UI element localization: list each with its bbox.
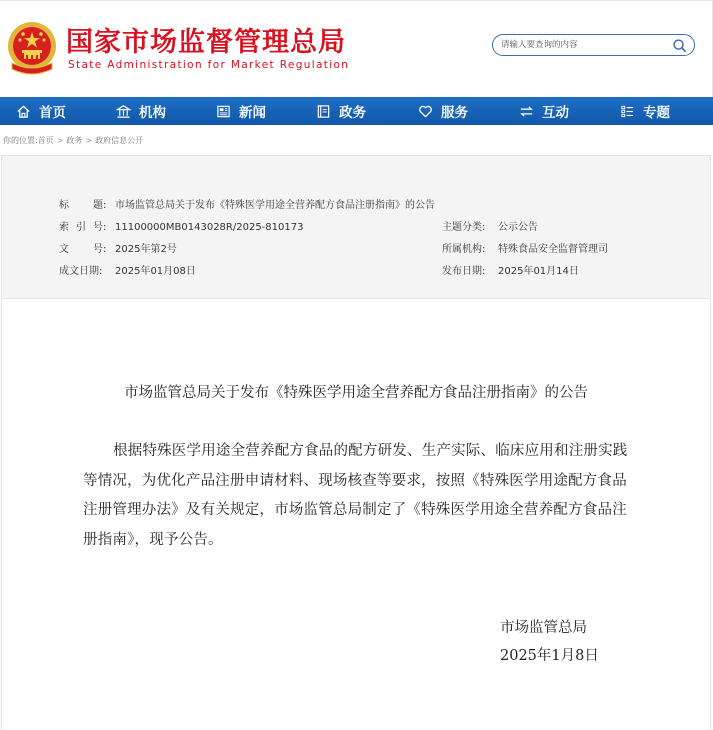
- national-emblem-icon[interactable]: [6, 21, 58, 79]
- site-subtitle: State Administration for Market Regulation: [68, 59, 350, 71]
- meta-value-created: 2025年01月08日: [115, 266, 196, 277]
- breadcrumb-link-info-disclosure[interactable]: 政府信息公开: [95, 136, 144, 145]
- meta-value-published: 2025年01月14日: [498, 266, 579, 277]
- nav-item-label: 互动: [542, 105, 569, 121]
- signature-date: 2025年1月8日: [500, 648, 599, 664]
- nav-item-news[interactable]: [216, 97, 266, 125]
- heart-icon: [418, 104, 433, 119]
- meta-label-category: 主题分类:: [442, 222, 486, 233]
- home-icon: [16, 104, 31, 119]
- institution-icon: [116, 104, 131, 119]
- meta-label-org: 所属机构:: [442, 244, 486, 255]
- book-icon: [316, 104, 331, 119]
- breadcrumb-separator: >: [85, 136, 93, 145]
- meta-value-index: 11100000MB0143028R/2025-810173: [115, 222, 304, 233]
- meta-label-created: 成文日期:: [59, 266, 103, 277]
- nav-item-home[interactable]: [16, 97, 66, 125]
- search-box: [492, 34, 695, 56]
- breadcrumb-prefix: 你的位置:: [3, 136, 38, 145]
- breadcrumb: [3, 135, 143, 146]
- nav-item-topics[interactable]: [620, 97, 670, 125]
- nav-item-label: 首页: [39, 105, 66, 121]
- article-body: 根据特殊医学用途全营养配方食品的配方研发、生产实际、临床应用和注册实践等情况，为优化产品注册申请材料、现场核查等要求，按照《特殊医学用途配方食品注册管理办法》及有关规定，市场监管总局制定了《特殊医学用途全营养配方食品注册指南》，现予公告。: [83, 443, 628, 548]
- exchange-arrows-icon: [519, 104, 534, 119]
- search-input[interactable]: [501, 38, 661, 52]
- meta-value-doc-no: 2025年第2号: [115, 244, 177, 255]
- site-title[interactable]: 国家市场监督管理总局: [66, 27, 346, 58]
- document-metadata: 标 题 : 市场监管总局关于发布《特殊医学用途全营养配方食品注册指南》的公告 索 引 号 : 11100000MB0143028R/2025-810173 主题分类: 公示公告 文 号 : 2025年第2号 所属机构: 特殊食品安全监督管理司 成文日期: 2025年01月08日 发布日期: 2025年01月14日: [1, 155, 711, 299]
- search-icon[interactable]: [672, 38, 687, 53]
- meta-label-published: 发布日期:: [442, 266, 486, 277]
- meta-value-category: 公示公告: [498, 222, 538, 233]
- nav-item-label: 机构: [139, 105, 166, 121]
- nav-item-institution[interactable]: [116, 97, 166, 125]
- list-icon: [620, 104, 635, 119]
- meta-value-org: 特殊食品安全监督管理司: [498, 244, 608, 255]
- meta-value-title: 市场监管总局关于发布《特殊医学用途全营养配方食品注册指南》的公告: [115, 200, 435, 211]
- meta-label-index: 索 引 号: [59, 222, 103, 233]
- breadcrumb-link-government-affairs[interactable]: 政务: [66, 136, 83, 145]
- nav-item-label: 服务: [441, 105, 468, 121]
- nav-item-government-affairs[interactable]: [316, 97, 366, 125]
- meta-label-title: 标 题: [59, 200, 103, 211]
- signature-org: 市场监管总局: [500, 620, 587, 636]
- site-header: [0, 0, 713, 97]
- breadcrumb-link-home[interactable]: 首页: [37, 136, 54, 145]
- article-panel: [1, 299, 711, 730]
- nav-item-label: 专题: [643, 105, 670, 121]
- nav-item-service[interactable]: [418, 97, 468, 125]
- meta-label-doc-no: 文 号: [59, 244, 103, 255]
- nav-item-label: 新闻: [239, 105, 266, 121]
- breadcrumb-separator: >: [56, 136, 64, 145]
- main-nav: [0, 97, 713, 125]
- nav-item-interaction[interactable]: [519, 97, 569, 125]
- divider: [0, 0, 713, 1]
- newspaper-icon: [216, 104, 231, 119]
- article-title: 市场监管总局关于发布《特殊医学用途全营养配方食品注册指南》的公告: [124, 385, 588, 401]
- nav-item-label: 政务: [339, 105, 366, 121]
